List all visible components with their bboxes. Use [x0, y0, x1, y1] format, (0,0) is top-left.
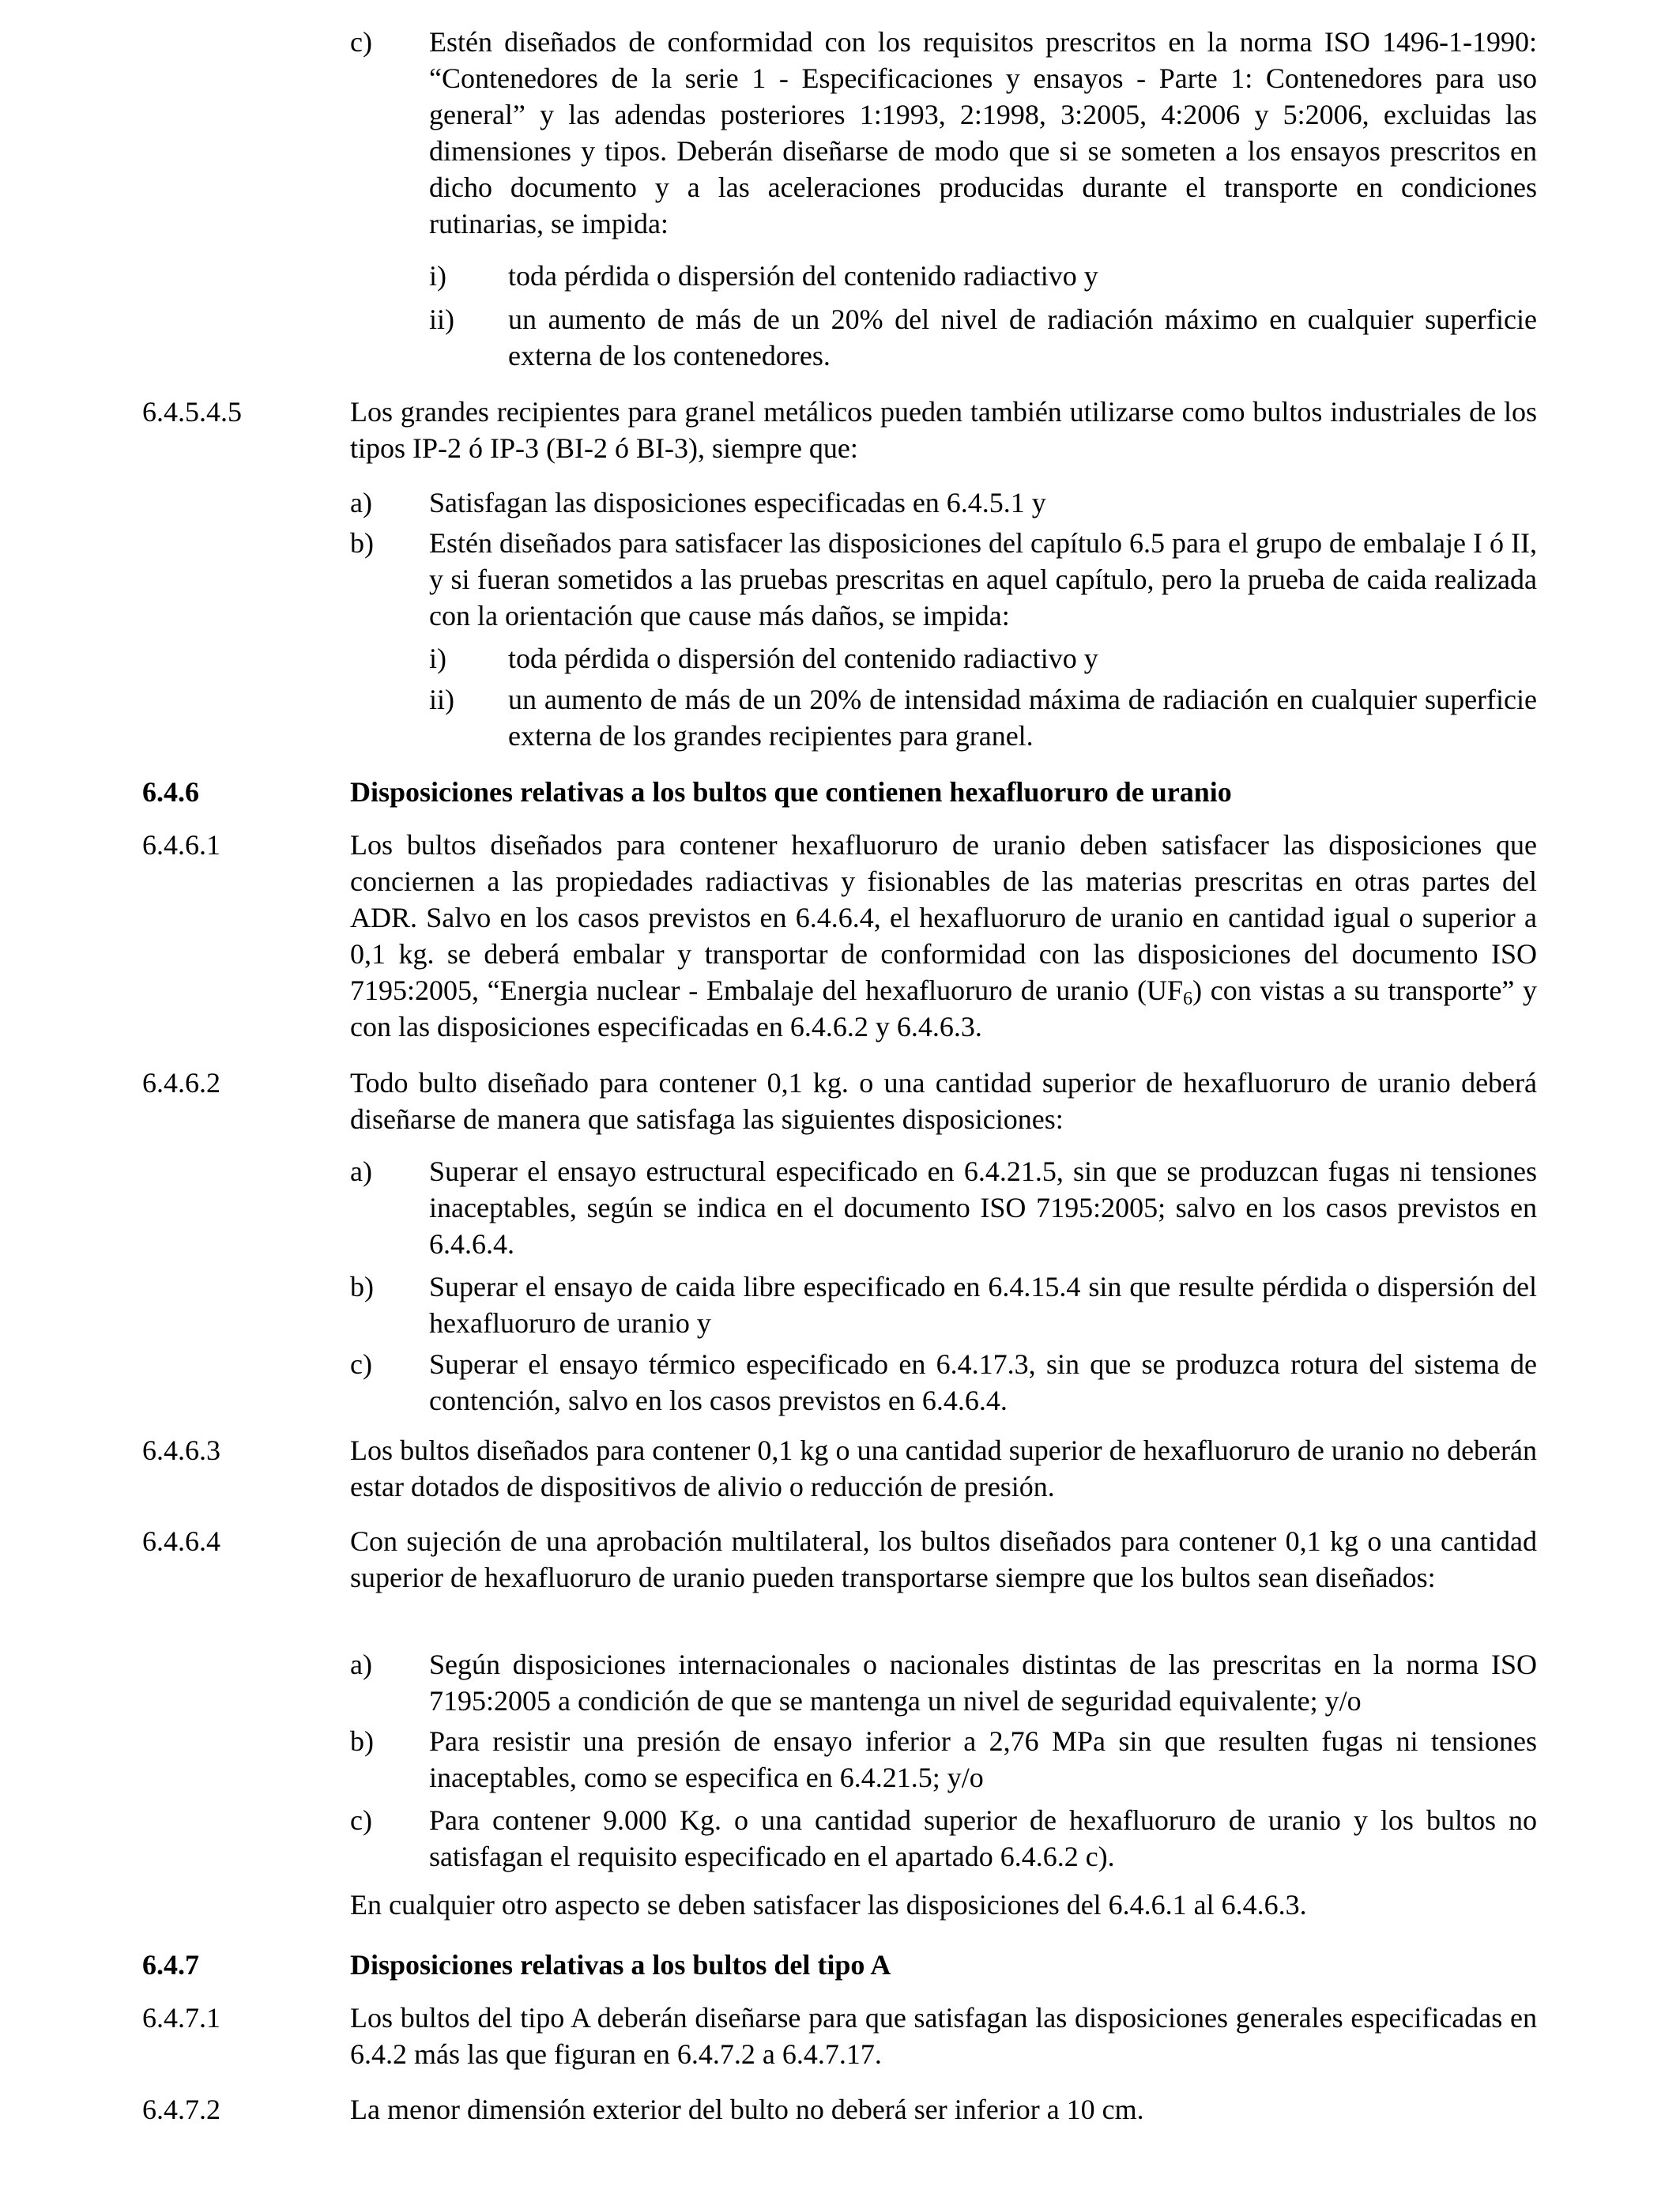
item-text: Superar el ensayo de caida libre especificado en 6.4.15.4 sin que resulte pérdida o dispersión del hexafluoruro de uranio y	[429, 1271, 1537, 1339]
item-text: Superar el ensayo estructural especificado en 6.4.21.5, sin que se produzcan fugas ni tensiones inaceptables, según se indica en el documento ISO 7195:2005; salvo en los casos previstos en 6.4.6.4.	[429, 1155, 1537, 1260]
item-label: b)	[350, 1271, 374, 1302]
paragraph: Los bultos diseñados para contener 0,1 kg o una cantidad superior de hexafluoruro de uranio no deberán estar dotados de dispositivos de alivio o reducción de presión.	[350, 1434, 1537, 1502]
item-text: Según disposiciones internacionales o nacionales distintas de las prescritas en la norma ISO 7195:2005 a condición de que se mantenga un nivel de seguridad equivalente; y/o	[429, 1649, 1537, 1717]
item-text: Satisfagan las disposiciones especificadas en 6.4.5.1 y	[429, 487, 1046, 518]
item-text: Para contener 9.000 Kg. o una cantidad superior de hexafluoruro de uranio y los bultos no satisfagan el requisito especificado en el apartado 6.4.6.2 c).	[429, 1804, 1537, 1872]
item-label: ii)	[429, 303, 454, 335]
section-number: 6.4.6	[142, 776, 199, 808]
section-number: 6.4.7.2	[142, 2094, 220, 2125]
item-label: i)	[429, 643, 446, 674]
item-text: toda pérdida o dispersión del contenido radiactivo y	[508, 260, 1098, 292]
paragraph: La menor dimensión exterior del bulto no deberá ser inferior a 10 cm.	[350, 2094, 1144, 2125]
section-number: 6.4.7.1	[142, 2002, 220, 2034]
item-label: b)	[350, 1725, 374, 1757]
paragraph: Con sujeción de una aprobación multilateral, los bultos diseñados para contener 0,1 kg o una cantidad superior de hexafluoruro de uranio pueden transportarse siempre que los bultos sean diseñados:	[350, 1525, 1537, 1593]
section-number: 6.4.6.1	[142, 829, 220, 861]
closing-paragraph: En cualquier otro aspecto se deben satisfacer las disposiciones del 6.4.6.1 al 6.4.6.3.	[350, 1889, 1307, 1921]
item-text: un aumento de más de un 20% del nivel de radiación máximo en cualquier superficie externa de los contenedores.	[508, 303, 1537, 371]
item-text: Para resistir una presión de ensayo inferior a 2,76 MPa sin que resulten fugas ni tensiones inaceptables, como se especifica en 6.4.21.5; y/o	[429, 1725, 1537, 1793]
section-heading: Disposiciones relativas a los bultos del tipo A	[350, 1949, 891, 1981]
subscript: 6	[1183, 989, 1193, 1009]
item-label: c)	[350, 1804, 372, 1836]
item-label: c)	[350, 1348, 372, 1380]
paragraph	[350, 827, 1537, 1045]
paragraph: Todo bulto diseñado para contener 0,1 kg. o una cantidad superior de hexafluoruro de uranio deberá diseñarse de manera que satisfaga las siguientes disposiciones:	[350, 1067, 1537, 1135]
item-text: Estén diseñados para satisfacer las disposiciones del capítulo 6.5 para el grupo de embalaje I ó II, y si fueran sometidos a las pruebas prescritas en aquel capítulo, pero la prueba de caida realizada con la orientación que cause más daños, se impida:	[429, 527, 1537, 631]
section-number: 6.4.7	[142, 1949, 199, 1981]
section-number: 6.4.6.3	[142, 1434, 220, 1466]
item-text: toda pérdida o dispersión del contenido radiactivo y	[508, 643, 1098, 674]
section-number: 6.4.6.4	[142, 1525, 220, 1557]
item-label: ii)	[429, 684, 454, 715]
section-heading: Disposiciones relativas a los bultos que contienen hexafluoruro de uranio	[350, 776, 1232, 808]
item-label: a)	[350, 1155, 372, 1187]
item-label: b)	[350, 527, 374, 559]
section-number: 6.4.5.4.5	[142, 396, 242, 428]
item-label: a)	[350, 487, 372, 518]
item-text: un aumento de más de un 20% de intensidad máxima de radiación en cualquier superficie externa de los grandes recipientes para granel.	[508, 684, 1537, 752]
paragraph-text: Los bultos diseñados para contener hexafluoruro de uranio deben satisfacer las disposiciones que conciernen a las propiedades radiactivas y fisionables de las materias prescritas en otras partes del ADR. Salvo en los casos previstos en 6.4.6.4, el hexafluoruro de uranio en cantidad igual o superior a 0,1 kg. se deberá embalar y transportar de conformidad con las disposiciones del documento ISO 7195:2005, “Energia nuclear - Embalaje del hexafluoruro de uranio (UF	[350, 829, 1537, 1006]
item-label: c)	[350, 26, 372, 58]
item-label: i)	[429, 260, 446, 292]
paragraph-text: ) con vistas a su transporte” y con las disposiciones especificadas en 6.4.6.2 y 6.4.6.3.	[350, 974, 1537, 1042]
item-label: a)	[350, 1649, 372, 1680]
item-text: Superar el ensayo térmico especificado en 6.4.17.3, sin que se produzca rotura del sistema de contención, salvo en los casos previstos en 6.4.6.4.	[429, 1348, 1537, 1416]
paragraph: Los bultos del tipo A deberán diseñarse para que satisfagan las disposiciones generales especificadas en 6.4.2 más las que figuran en 6.4.7.2 a 6.4.7.17.	[350, 2002, 1537, 2070]
item-text: Estén diseñados de conformidad con los requisitos prescritos en la norma ISO 1496-1-1990: “Contenedores de la serie 1 - Especificaciones y ensayos - Parte 1: Contenedores para uso general” y las adendas posteriores 1:1993, 2:1998, 3:2005, 4:2006 y 5:2006, excluidas las dimensiones y tipos. Deberán diseñarse de modo que si se someten a los ensayos prescritos en dicho documento y a las aceleraciones producidas durante el transporte en condiciones rutinarias, se impida:	[429, 26, 1537, 239]
paragraph: Los grandes recipientes para granel metálicos pueden también utilizarse como bultos industriales de los tipos IP-2 ó IP-3 (BI-2 ó BI-3), siempre que:	[350, 396, 1537, 464]
section-number: 6.4.6.2	[142, 1067, 220, 1099]
